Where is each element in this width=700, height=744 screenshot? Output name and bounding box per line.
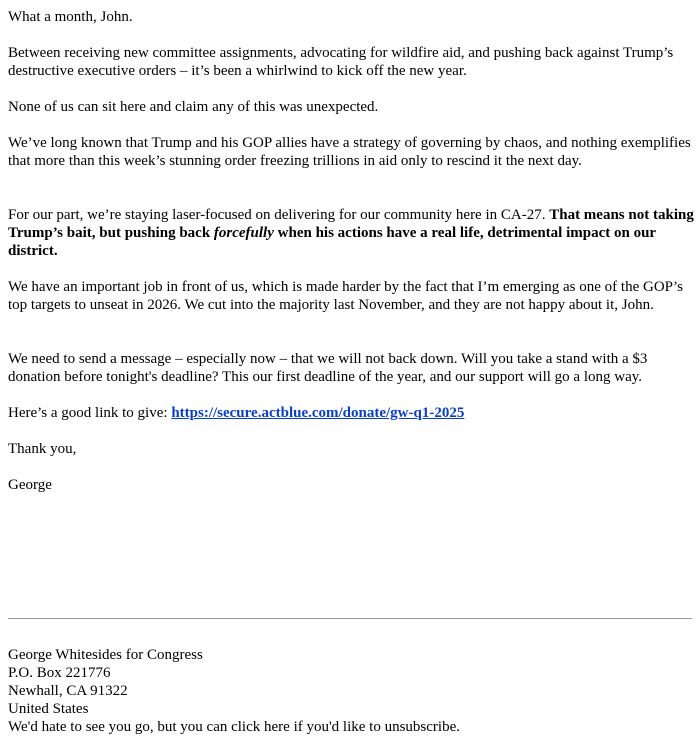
unsubscribe-text[interactable]: We'd hate to see you go, but you can click here if you'd like to unsubscribe. (8, 719, 460, 735)
donate-link[interactable]: https://secure.actblue.com/donate/gw-q1-2025 (171, 405, 465, 421)
paragraph-deadline: We need to send a message – especially now – that we will not back down. Will you take a stand with a $3 donation before tonight's deadline? This our first deadline of the year, and our support will go a long way. (8, 351, 648, 385)
focus-bold-text-b: when his actions have a real life, detrimental impact on our district. (8, 225, 656, 259)
link-intro: Here’s a good link to give: (8, 405, 172, 421)
footer-country: United States (8, 701, 89, 717)
focus-bold-italic-text: forcefully (213, 225, 274, 241)
footer-address-line1: P.O. Box 221776 (8, 665, 111, 681)
signature: George (8, 477, 52, 493)
footer-address-line2: Newhall, CA 91322 (8, 683, 128, 699)
greeting: What a month, John. (8, 9, 133, 25)
footer (8, 646, 696, 736)
focus-plain-text: For our part, we’re staying laser-focused on delivering for our community here in CA-27. (8, 207, 550, 223)
footer-divider (8, 618, 692, 619)
paragraph-targets: We have an important job in front of us, which is made harder by the fact that I’m emerging as one of the GOP’s top targets to unseat in 2026. We cut into the majority last November, and they are not happy about it, John. (8, 279, 683, 313)
paragraph-committee: Between receiving new committee assignments, advocating for wildfire aid, and pushing back against Trump’s destructive executive orders – it’s been a whirlwind to kick off the new year. (8, 45, 674, 79)
paragraph-donate-link (8, 404, 696, 422)
paragraph-unexpected: None of us can sit here and claim any of this was unexpected. (8, 99, 379, 115)
footer-org: George Whitesides for Congress (8, 647, 203, 663)
focus-bold-text-a: That means not taking Trump’s bait, but pushing back (8, 207, 694, 241)
closing: Thank you, (8, 441, 77, 457)
paragraph-focus (8, 206, 696, 260)
paragraph-chaos: We’ve long known that Trump and his GOP allies have a strategy of governing by chaos, and nothing exemplifies that more than this week’s stunning order freezing trillions in aid only to rescind it the next day. (8, 135, 691, 169)
